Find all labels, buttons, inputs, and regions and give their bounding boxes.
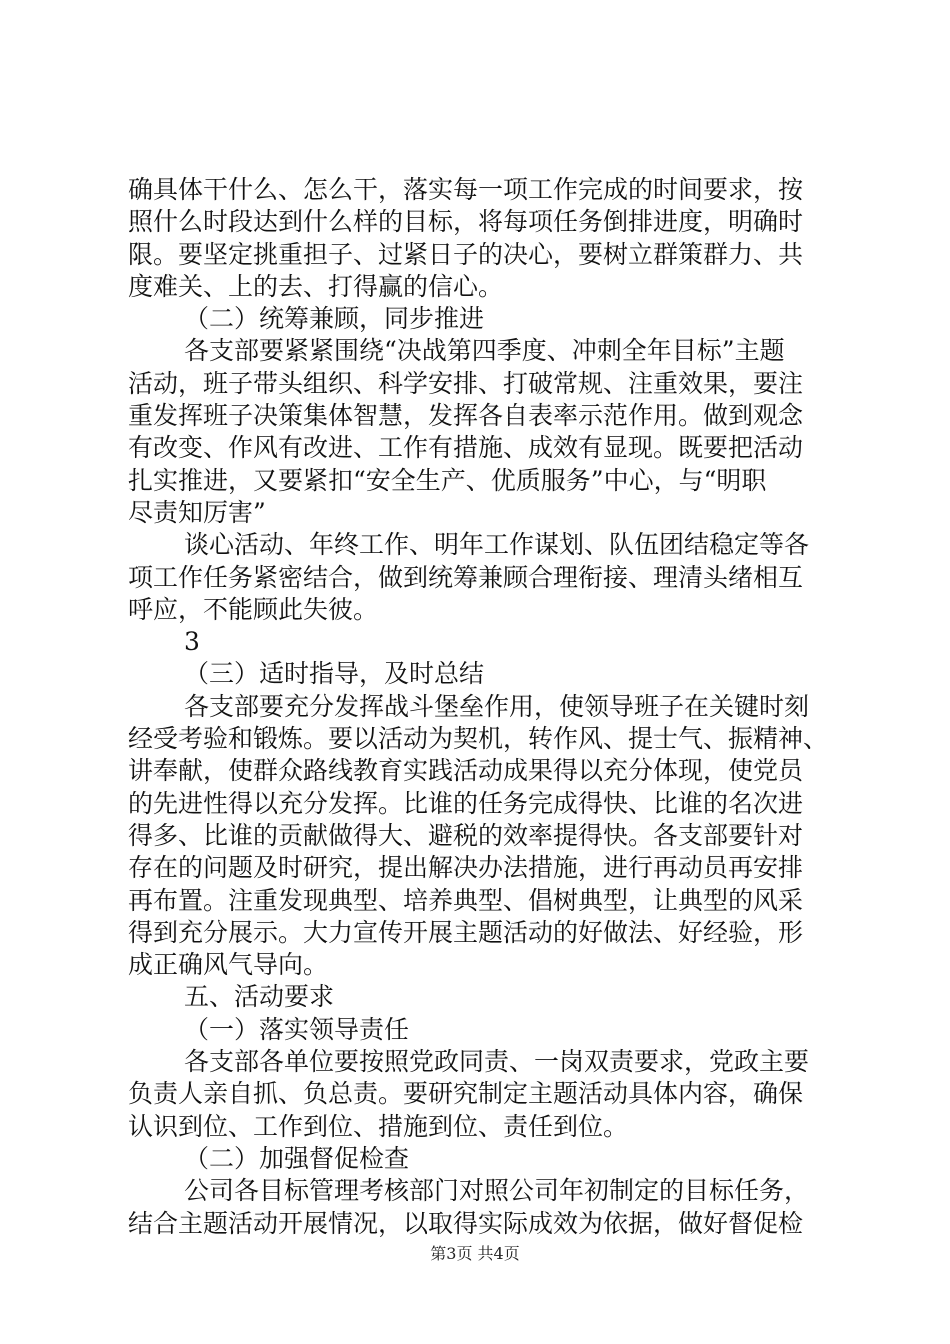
text-line: 各支部各单位要按照党政同责、一岗双责要求，党政主要 (184, 1047, 810, 1077)
section-heading: （二）加强督促检查 (184, 1143, 410, 1173)
text-line: 公司各目标管理考核部门对照公司年初制定的目标任务， (184, 1176, 810, 1206)
text-line: 呼应，不能顾此失彼。 (128, 594, 379, 624)
text-line: 扎实推进，又要紧扣“安全生产、优质服务”中心，与“明职 (128, 465, 767, 495)
text-line: 尽责知厉害” (128, 497, 266, 527)
text-line: 谈心活动、年终工作、明年工作谋划、队伍团结稳定等各 (184, 530, 810, 560)
body-text (128, 174, 828, 1240)
page-number: 第3页 共4页 (430, 1244, 520, 1263)
text-line: 度难关、上的去、打得赢的信心。 (128, 271, 504, 301)
text-line: 有改变、作风有改进、工作有措施、成效有显现。既要把活动 (128, 433, 804, 463)
section-heading: 五、活动要求 (184, 982, 335, 1012)
text-line: 各支部要充分发挥战斗堡垒作用，使领导班子在关键时刻 (184, 691, 810, 721)
text-line: 项工作任务紧密结合，做到统筹兼顾合理衔接、理清头绪相互 (128, 562, 804, 592)
text-line: 照什么时段达到什么样的目标，将每项任务倒排进度，明确时 (128, 207, 804, 237)
page-footer (0, 1244, 950, 1264)
text-line: 得多、比谁的贡献做得大、避税的效率提得快。各支部要针对 (128, 820, 804, 850)
text-line: 3 (184, 627, 200, 657)
text-line: 各支部要紧紧围绕“决战第四季度、冲刺全年目标”主题 (184, 336, 785, 366)
section-heading: （二）统筹兼顾，同步推进 (184, 304, 485, 334)
text-line: 成正确风气导向。 (128, 950, 329, 980)
text-line: 限。要坚定挑重担子、过紧日子的决心，要树立群策群力、共 (128, 239, 804, 269)
text-line: 的先进性得以充分发挥。比谁的任务完成得快、比谁的名次进 (128, 788, 804, 818)
text-line: 确具体干什么、怎么干，落实每一项工作完成的时间要求，按 (128, 175, 804, 204)
text-line: 结合主题活动开展情况，以取得实际成效为依据，做好督促检 (128, 1208, 804, 1238)
text-line: 活动，班子带头组织、科学安排、打破常规、注重效果，要注 (128, 368, 804, 398)
section-heading: （三）适时指导，及时总结 (184, 659, 485, 689)
text-line: 讲奉献，使群众路线教育实践活动成果得以充分体现，使党员 (128, 756, 804, 786)
text-line: 负责人亲自抓、负总责。要研究制定主题活动具体内容，确保 (128, 1079, 804, 1109)
text-line: 重发挥班子决策集体智慧，发挥各自表率示范作用。做到观念 (128, 401, 804, 431)
text-line: 得到充分展示。大力宣传开展主题活动的好做法、好经验，形 (128, 917, 804, 947)
text-line: 经受考验和锻炼。要以活动为契机，转作风、提士气、振精神、 (128, 724, 829, 754)
text-line: 存在的问题及时研究，提出解决办法措施，进行再动员再安排 (128, 853, 804, 883)
text-line: 再布置。注重发现典型、培养典型、倡树典型，让典型的风采 (128, 885, 804, 915)
section-heading: （一）落实领导责任 (184, 1014, 410, 1044)
text-line: 认识到位、工作到位、措施到位、责任到位。 (128, 1111, 629, 1141)
